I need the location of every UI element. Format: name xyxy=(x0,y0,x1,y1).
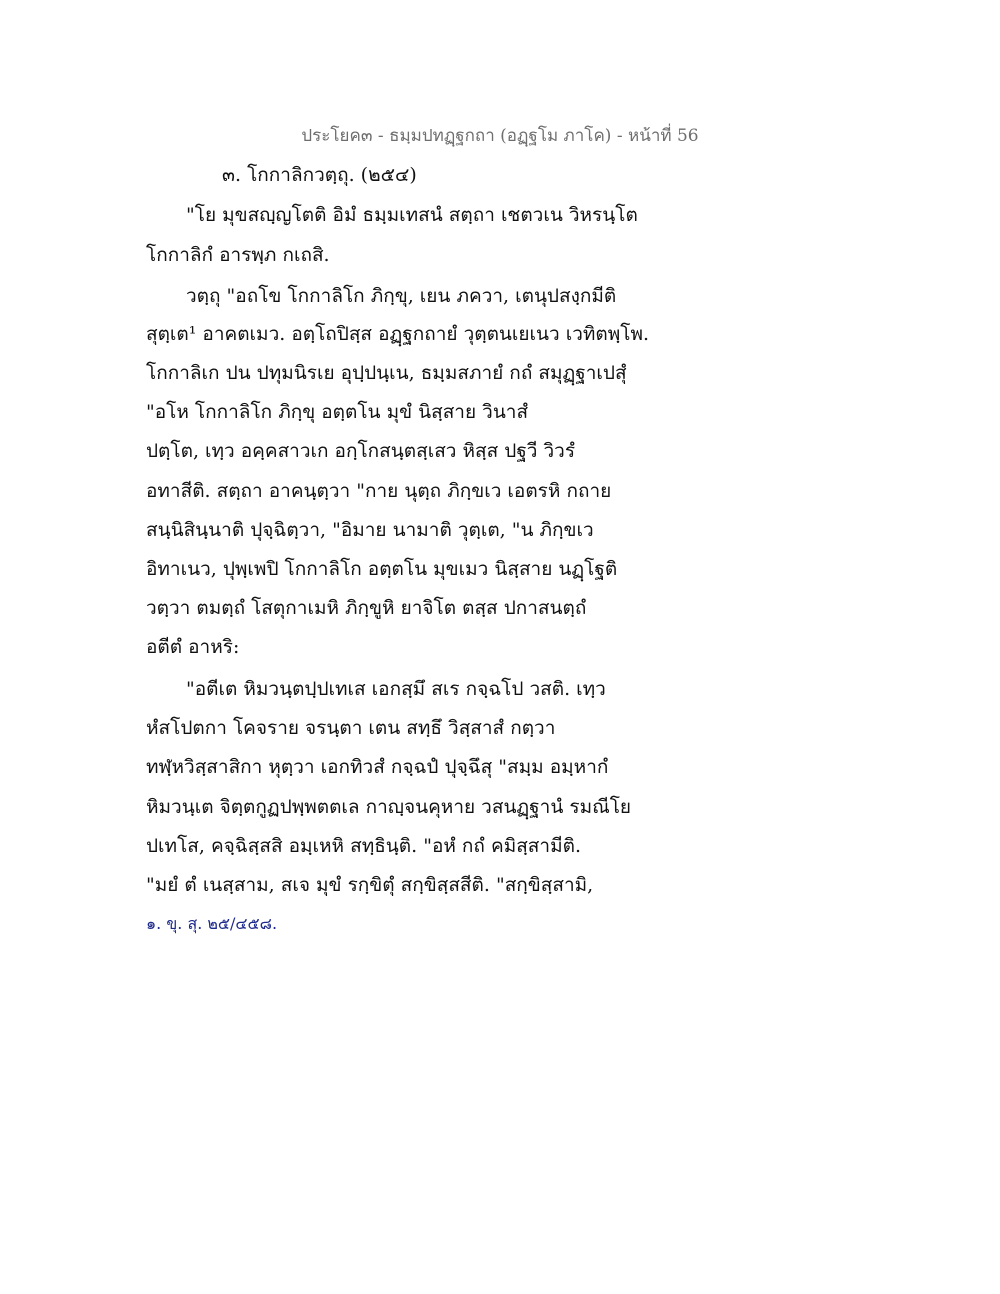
running-title: ประโยค๓ - ธมฺมปทฏฺฐกถา (อฏฺฐโม ภาโค) - หน้าที่ 56 xyxy=(301,126,699,146)
body-line: สุตฺเต¹ อาคตเมว. อตฺโถปิสฺส อฏฺฐกถายํ วุตฺตนเยเนว เวทิตพฺโพ. xyxy=(146,323,650,345)
story-title: ๓. โกกาลิกวตฺถุ. (๒๕๔) xyxy=(222,164,417,186)
body-line: หิมวนฺเต จิตฺตกูฏปพฺพตตเล กาญฺจนคุหาย วสนฏฺฐานํ รมณีโย xyxy=(146,796,632,818)
body-line: อิทาเนว, ปุพฺเพปิ โกกาลิโก อตฺตโน มุขเมว นิสฺสาย นฏฺโฐติ xyxy=(146,558,618,580)
body-line: ปตฺโต, เทฺว อคฺคสาวเก อกฺโกสนฺตสฺเสว หิสฺส ปฐวี วิวรํ xyxy=(146,440,576,462)
body-line: ปเทโส, คจฺฉิสฺสสิ อมฺเหหิ สทฺธินฺติ. "อหํ กถํ คมิสฺสามีติ. xyxy=(146,835,581,857)
body-line: วตฺวา ตมตฺถํ โสตุกาเมหิ ภิกฺขูหิ ยาจิโต ตสฺส ปกาสนตฺถํ xyxy=(146,597,587,619)
body-line: "โย มุขสญฺญโตติ อิมํ ธมฺมเทสนํ สตฺถา เชตวเน วิหรนฺโต xyxy=(186,204,638,226)
body-line: โกกาลิเก ปน ปทุมนิรเย อุปฺปนฺเน, ธมฺมสภายํ กถํ สมุฏฺฐาเปสุํ xyxy=(146,362,627,384)
body-line: อทาสีติ. สตฺถา อาคนฺตฺวา "กาย นุตฺถ ภิกฺขเว เอตรหิ กถาย xyxy=(146,480,612,502)
running-header xyxy=(0,122,1000,149)
footnote: ๑. ขุ. สุ. ๒๕/๔๕๘. xyxy=(146,914,278,933)
body-line: "อตีเต หิมวนฺตปฺปเทเส เอกสฺมึ สเร กจฺฉโป วสติ. เทฺว xyxy=(186,678,606,700)
body-line: "มยํ ตํ เนสฺสาม, สเจ มุขํ รกฺขิตุํ สกฺขิสฺสสีติ. "สกฺขิสฺสามิ, xyxy=(146,874,594,896)
body-line: วตฺถุ "อถโข โกกาลิโก ภิกฺขุ, เยน ภควา, เตนุปสงฺกมีติ xyxy=(186,285,617,307)
body-line: อตีตํ อาหริ: xyxy=(146,636,240,658)
body-line: ทฬฺหวิสฺสาสิกา หุตฺวา เอกทิวสํ กจฺฉปํ ปุจฺฉึสุ "สมฺม อมฺหากํ xyxy=(146,756,609,778)
body-line: สนฺนิสินฺนาติ ปุจฺฉิตฺวา, "อิมาย นามาติ วุตฺเต, "น ภิกฺขเว xyxy=(146,519,594,541)
body-line: "อโห โกกาลิโก ภิกฺขุ อตฺตโน มุขํ นิสฺสาย วินาสํ xyxy=(146,401,529,423)
body-line: หํสโปตกา โคจราย จรนฺตา เตน สทฺธึ วิสฺสาสํ กตฺวา xyxy=(146,717,556,739)
body-line: โกกาลิกํ อารพฺภ กเถสิ. xyxy=(146,244,330,266)
